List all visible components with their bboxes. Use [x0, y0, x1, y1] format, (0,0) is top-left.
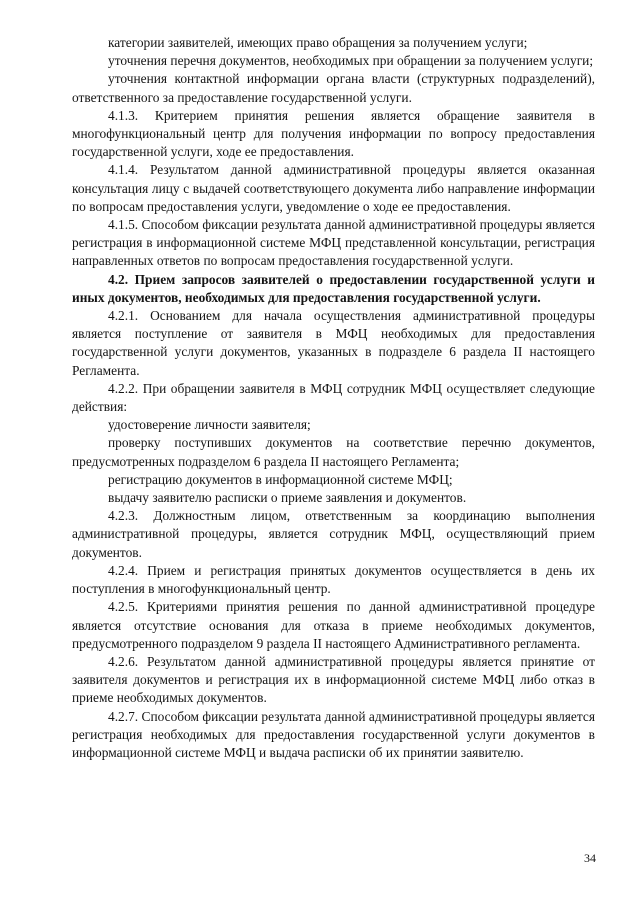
list-item-issue-receipt: выдачу заявителю расписки о приеме заявления и документов.: [108, 490, 467, 506]
paragraph-4-2-6: 4.2.6. Результатом данной административной процедуры является принятие от заявителя документов и регистрация их в информационной системе МФЦ либо отказ в приеме необходимых документов.: [72, 653, 595, 706]
paragraph-4-2-3: 4.2.3. Должностным лицом, ответственным за координацию выполнения административной процедуры, является сотрудник МФЦ, осуществляющий прием документов.: [72, 508, 595, 560]
paragraph-4-2-1: 4.2.1. Основанием для начала осуществления административной процедуры является поступление от заявителя в МФЦ необходимых для предоставления государственной услуги документов, указанных в подразделе 6 раздела II настоящего Регламента.: [72, 308, 595, 378]
page-number: 34: [584, 851, 596, 865]
paragraph-4-1-3: 4.1.3. Критерием принятия решения является обращение заявителя в многофункциональный центр для получения информации по вопросу предоставления государственной услуги, ходе ее предоставления.: [72, 107, 595, 160]
paragraph-4-2-7: 4.2.7. Способом фиксации результата данной административной процедуры является регистрация необходимых для предоставления государственной услуги документов в информационной системе МФЦ и выдача расписки об их принятии заявителю.: [72, 708, 595, 760]
list-item-identity: удостоверение личности заявителя;: [108, 417, 311, 433]
list-item-register-documents: регистрацию документов в информационной системе МФЦ;: [108, 471, 453, 487]
paragraph-1: категории заявителей, имеющих право обращения за получением услуги;: [108, 35, 528, 50]
paragraph-4-2-5: 4.2.5. Критериями принятия решения по данной административной процедуре является отсутствие основания для отказа в приеме необходимых документов, предусмотренного подразделом 9 раздела II настоящего Административного регламента.: [72, 599, 595, 651]
paragraph-4-1-5: 4.1.5. Способом фиксации результата данной административной процедуры является регистрация в информационной системе МФЦ представленной консультации, регистрация направленных ответов по вопросам предоставления государственной услуги.: [72, 217, 595, 269]
paragraph-4-2-4: 4.2.4. Прием и регистрация принятых документов осуществляется в день их поступления в многофункциональный центр.: [72, 562, 595, 597]
paragraph-4-2-2: 4.2.2. При обращении заявителя в МФЦ сотрудник МФЦ осуществляет следующие действия:: [72, 380, 595, 415]
paragraph-4-1-4: 4.1.4. Результатом данной административной процедуры является оказанная консультация лицу с выдачей соответствующего документа либо направление информации по вопросам предоставления услуги, уведомление о ходе ее предоставления.: [72, 162, 595, 214]
paragraph-3: уточнения контактной информации органа власти (структурных подразделений), ответственного за предоставление государственной услуги.: [72, 71, 595, 105]
section-heading-4-2: 4.2. Прием запросов заявителей о предоставлении государственной услуги и иных документов, необходимых для предоставления государственной услуги.: [72, 271, 595, 305]
paragraph-2: уточнения перечня документов, необходимых при обращении за получением услуги;: [108, 53, 594, 69]
document-body: [72, 34, 595, 762]
list-item-check-documents: проверку поступивших документов на соответствие перечню документов, предусмотренных подразделом 6 раздела II настоящего Регламента;: [72, 435, 595, 469]
